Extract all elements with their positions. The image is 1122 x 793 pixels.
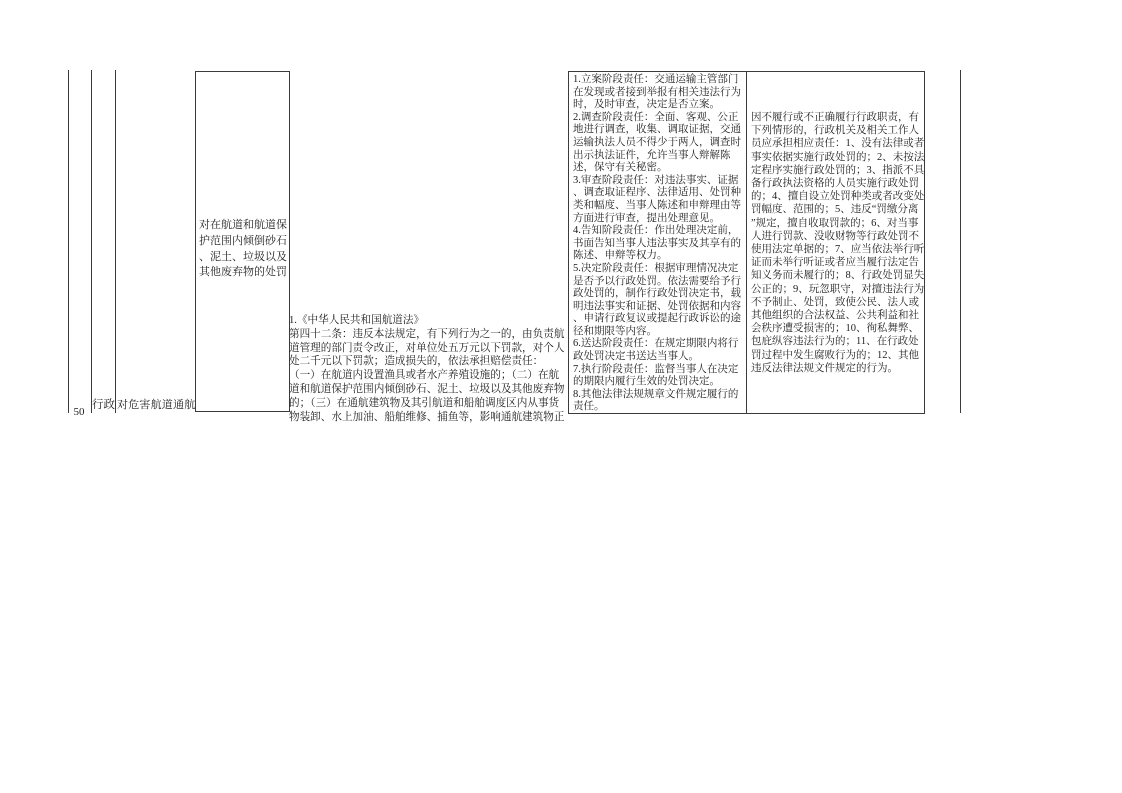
- power-type-cell: 行政: [92, 399, 115, 411]
- duty-stages-text: 1.立案阶段责任：交通运输主管部门 在发现或者接到举报有相关违法行为 时，及时审查，决定是否立案。 2.调查阶段责任：全面、客观、公正 地进行调查，收集、调取证据，交通 运输执法人员不得少于两人，调查时 出示执法证件，允许当事人辩解陈 述，保守有关秘密。 3.审查阶段责任：对违法事实、证据 、调查取证程序、法律适用、处罚种 类和幅度、当事人陈述和申辩理由等 方面进行审查，提出处理意见。 4.告知阶段责任：作出处理决定前， 书面告知当事人违法事实及其享有的 陈述、申辩等权力。 5.决定阶段责任：根据审理情况决定 是否予以行政处罚。依法需要给予行 政处罚的，制作行政处罚决定书，载 明违法事实和证据、处罚依据和内容 、申请行政复议或提起行政诉讼的途 径和期限等内容。 6.送达阶段责任：在规定期限内将行 政处罚决定书送达当事人。 7.执行阶段责任：监督当事人在决定 的期限内履行生效的处罚决定。 8.其他法律法规规章文件规定履行的 责任。: [573, 74, 741, 413]
- punishment-item-cell: [195, 71, 290, 412]
- gridline-table-right: [960, 70, 961, 413]
- accountability-text: 因不履行或不正确履行行政职责，有 下列情形的，行政机关及相关工作人 员应承担相应责任：1、没有法律或者 事实依据实施行政处罚的；2、未按法 定程序实施行政处罚的；3、指派不具 备行政执法资格的人员实施行政处罚 的；4、擅自设立处罚种类或者改变处 罚幅度、范围的；5、违反“罚缴分离 ”规定，擅自收取罚款的；6、对当事 人进行罚款、没收财物等行政处罚不 使用法定单据的；7、应当依法举行听 证而未举行听证或者应当履行法定告 知义务而未履行的；8、行政处罚显失 公正的；9、玩忽职守，对擅违法行为 不予制止、处罚，致使公民、法人或 其他组织的合法权益、公共利益和社 会秩序遭受损害的；10、徇私舞弊、 包庇纵容违法行为的；11、在行政处 罚过程中发生腐败行为的；12、其他 违反法律法规文件规定的行为。: [751, 112, 925, 374]
- gridline-power-name-left: [115, 70, 116, 413]
- duty-stages-cell: [568, 71, 748, 414]
- accountability-cell: [746, 71, 925, 414]
- gridline-power-type-left: [91, 70, 92, 413]
- punishment-item-text: 对在航道和航道保 护范围内倾倒砂石 、泥土、垃圾以及 其他废弃物的处罚: [199, 219, 287, 279]
- row-number-cell: 50: [73, 406, 85, 418]
- power-name-cell: 对危害航道通航: [117, 399, 196, 411]
- legal-basis-cell: 1.《中华人民共和国航道法》 第四十二条：违反本法规定，有下列行为之一的，由负责航 道管理的部门责令改正，对单位处五万元以下罚款，对个人 处二千元以下罚款；造成损失的，依法承担赔偿责任： （一）在航道内设置渔具或者水产养殖设施的；（二）在航 道和航道保护范围内倾倒砂石、泥土、垃圾以及其他废弃物 的；（三）在通航建筑物及其引航道和船舶调度区内从事货 物装卸、水上加油、船舶维修、捕鱼等，影响通航建筑物正: [289, 315, 565, 423]
- gridline-row-number-left: [68, 70, 69, 413]
